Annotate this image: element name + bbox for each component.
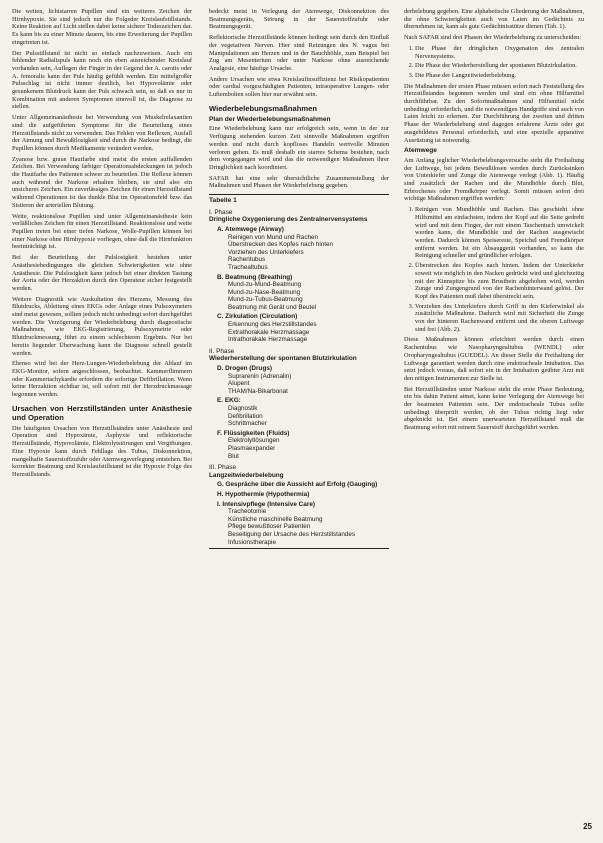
table-step-item: Mund-zu-Mund-Beatmung xyxy=(228,281,302,289)
column-left xyxy=(12,8,192,482)
table-step-item: Reinigen von Mund und Rachen xyxy=(228,233,318,241)
list-item: 2. Die Phase der Wiederherstellung der spontanen Blutzirkulation. xyxy=(415,62,584,70)
table-step xyxy=(209,481,389,489)
table-step-heading: C. Zirkulation (Circulation) xyxy=(217,313,298,321)
airway-measures-list xyxy=(404,206,584,333)
paragraph: Zyanose bzw. graue Hautfarbe sind meist die ersten auffallenden Zeichen. Bei Verwendung farbiger Operationsabdeckungen ist jedoch die Hautfarbe des Patienten schwer zu beurteilen. Die Reflexe können auch während der Narkose erhalten bleiben, sie sind also ein unsicheres Zeichen. Ein zuverlässiges Zeichen für einen Herzstillstand während Operationen ist das dunkle Blut im Operationsfeld bzw. das Sistieren der arteriellen Blutung. xyxy=(12,155,192,209)
list-item: 1. Reinigen von Mundhöhle und Rachen. Das geschieht ohne Hilfsmittel am einfachsten, indem der Kopf auf die Seite gedreht wird und mit dem Finger, der mit einem Taschentuch umwickelt werden kann, die Mundhöhle und der Rachen ausgewischt werden. Dadurch können Speisereste, Speichel und Fremdkörper entfernt werden. Ist ein Absauggerät vorhanden, so kann die Reinigung schneller und gründlicher erfolgen. xyxy=(415,206,584,260)
table-step-item: Beatmung mit Gerät und Beutel xyxy=(228,303,317,311)
table-step-item: Plasmaexpander xyxy=(228,444,276,452)
table-step-heading: D. Drogen (Drugs) xyxy=(217,365,273,373)
phase-2-name: Wiederherstellung der spontanen Blutzirkulation xyxy=(209,355,357,363)
table-step-item: Blut xyxy=(228,452,239,460)
table-safar-phases xyxy=(209,194,389,549)
paragraph: Bei der Beurteilung der Pulslosigkeit bestehen unter Anästhesiebedingungen die gleichen Schwierigkeiten wie ohne Anästhesie. Die Pulslosigkeit kann jedoch bei einer direkten Tastung der Aorta oder der Herzaktion durch den Operateur sicher festgestellt werden. xyxy=(12,254,192,292)
phase-list xyxy=(404,45,584,80)
paragraph: Unter Allgemeinanästhesie bei Verwendung von Muskelrelaxantien sind die aufgeführten Symptome für die Beurteilung eines Herzstillstands nicht zu verwenden. Das Fehlen von Reflexen, Ausfall der Atmung und Bewußtlosigkeit sind durch die Narkose bedingt, die Pupillen können durch Medikamente verändert werden. xyxy=(12,114,192,152)
paragraph: Die Maßnahmen der ersten Phase müssen sofort nach Feststellung des Herzstillstandes begonnen werden und sind ein ohne Hilfsmittel durchführbar. Zu den Sofortmaßnahmen sind Hilfsmittel nicht unbedingt erforderlich, und die notwendigen Handgriffe sind auch von Laien leicht zu erlernen. Zur Durchführung der zweiten und dritten Phase der Wiederbelebung sind dagegen erfahrene Ärzte oder gut ausgebildetes Personal erforderlich, und eine spezielle apparative Ausrüstung ist notwendig. xyxy=(404,82,584,144)
list-item: 3. Die Phase der Langzeitwiederbelebung. xyxy=(415,72,584,80)
paragraph: Eine Wiederbelebung kann nur erfolgreich sein, wenn in der zur Verfügung stehenden kurzen Zeit sinnvolle Maßnahmen ergriffen werden und nicht durch kopfloses Handeln wertvolle Minuten verloren gehen. Es muß deshalb ein starres Schema bestehen, nach dem vorgegangen wird und das die notwendigen Maßnahmen ihrer Dringlichkeit nach koordiniert. xyxy=(209,125,389,171)
subheading-atemwege: Atemwege xyxy=(404,147,437,155)
phase-2-steps xyxy=(209,365,389,460)
table-step-heading: B. Beatmung (Breathing) xyxy=(217,273,293,281)
table-step-heading: A. Atemwege (Airway) xyxy=(217,225,284,233)
table-step-item: Extrathorakale Herzmassage xyxy=(228,328,310,336)
table-step-item: Defibrillation xyxy=(228,412,263,420)
list-item: 1. Die Phase der dringlichen Oxygenation des zentralen Nervensystems. xyxy=(415,45,584,60)
paragraph: Ebenso wird bei der Herz-Lungen-Wiederbelebung der Ablauf im EKG-Monitor, sofern angeschlossen, beobachtet. Kammerflimmern oder Kammertachykardie erfordern die sofortige Defibrillation. Wenn keine Herzaktion sichtbar ist, soll sofort mit der Herzdruckmassage begonnen werden. xyxy=(12,360,192,399)
table-step xyxy=(209,430,389,460)
paragraph: Die häufigsten Ursachen von Herzstillständen unter Anästhesie und Operation sind Hypoxämie, Asphyxie und reflektorische Herzstillstände, Hypovolämie, Elektrolytstörungen und Vergiftungen. Eine Hypoxie kann durch Fehllage des Tubus, Diskonnektion, mangelhafte Sauerstoffzufuhr oder Atemwegsverlegung entstehen. Bei korrekter Beatmung und Kreislaufstillstand ist die Hypoxie Folge des Herzstillstands. xyxy=(12,424,192,478)
paragraph: Bei Herzstillständen unter Narkose steht die erste Phase Bedeutung, ein bis dahin Patient atmet, kann keine Verlegung der Atemwege bei der beatmeten Patienten sein. Der endotracheale Tubus sollte unbedingt überprüft werden, ob der Tubus richtig liegt oder abgeknickt ist. Bei einem unerwarteten Herzstillstand muß die Beatmung sofort mit reinem Sauerstoff durchgeführt werden. xyxy=(404,385,584,432)
paragraph: Weitere Diagnostik wie Auskultation des Herzens, Messung des Blutdrucks, Ableitung eines EKGs oder Anlage eines Pulsoxymeters sind meist gewesen, sollten jedoch nicht unbedingt sofort durchgeführt werden. Die Verzögerung der Wiederbelebung durch diagnostische Maßnahmen, wie EKG-Registrierung, Pulsoxymetrie oder Blutdruckmessung, führt zu einem schlechteren Ergebnis. Nur bei bereits liegender Überwachung kann die Diagnose schnell gestellt werden. xyxy=(12,295,192,357)
table-step-item: Schrittmacher xyxy=(228,420,267,428)
phase-2-number: II. Phase xyxy=(209,347,235,355)
column-right xyxy=(404,8,584,435)
paragraph: bedeckt meist in Verlegung der Atemwege, Diskonnektion des Beatmungsgeräts, Störung in der Sauerstoffzufuhr oder Beatmungsgerät. xyxy=(209,8,389,31)
phase-1 xyxy=(209,209,389,224)
table-step-heading: I. Intensivpflege (Intensive Care) xyxy=(217,500,316,508)
table-step-item: Künstliche maschinelle Beatmung xyxy=(228,515,323,523)
column-middle xyxy=(209,8,389,553)
paragraph: Nach SAFAR sind drei Phasen der Wiederbelebung zu unterscheiden: xyxy=(404,34,582,42)
table-step-item: Mund-zu-Nase-Beatmung xyxy=(228,288,301,296)
table-step xyxy=(209,226,389,272)
table-title: Tabelle 1 xyxy=(209,197,237,205)
paragraph: Der Pulsstillstand ist nicht so einfach nachzuweisen. Auch ein fehlender Radialispuls kann noch ein eben ausreichender Kreislauf vorhanden sein, Auflegen der Finger in der Gegend der A. carotis oder A. femoralis kann der Puls häufig gefühlt werden. Ein mittelgroßer Pulsschlag ist nicht immer deutlich, bei Hypovolämie oder gesunkenem Blutdruck kann der Puls schwach sein, so daß es nur in Kombination mit anderen Symptomen sinnvoll ist, die Diagnose zu stellen. xyxy=(12,49,192,111)
table-step-item: Diagnostik xyxy=(228,405,258,413)
phase-2 xyxy=(209,348,389,363)
table-step-item: Tracheotomie xyxy=(228,508,267,516)
list-item: 2. Überstrecken des Kopfes nach hinten. Indem der Unterkiefer soweit wie möglich in den Nacken gedrückt wird und gleichzeitig mit der Kinnspitze bis zum Brustbein abgehoben wird, werden Zunge und Zungengrund von der Rachenhinterwand gelöst. Der Kopf des Patienten muß dabei überstreckt sein. xyxy=(415,262,584,301)
table-step xyxy=(209,365,389,395)
table-step-item: Rachentubus xyxy=(228,256,266,264)
paragraph: Reflektorische Herzstillstände können bedingt sein durch den Einfluß der vegetativen Nerven. Hier sind Reizungen des N. vagus bei Manipulationen am Herzen und in der Bauchhöhle, zum Beispiel bei Zug am Mesenterium oder unter Narkose ohne ausreichende Analgesie, eine häufige Ursache. xyxy=(209,34,389,72)
paragraph: Diese Maßnahmen können erleichtert werden durch einen Rachentubus wie Nasopharyngealtubus (WENDL) oder Oropharyngealtubus (GUEDEL). An dieser Stelle die Freihaltung der Luftwege garantiert werden durch eine endotracheale Intubation. Das setzt jedoch voraus, daß sofort ein in der Intubation geübter Arzt mit den nötigen Instrumenten zur Stelle ist. xyxy=(404,336,584,382)
list-item: 3. Vorziehen des Unterkiefers durch Griff in den Kieferwinkel als zusätzliche Maßnahme. Dadurch wird mit Sicherheit die Zunge von der hinteren Rachenwand entfernt und die oberen Luftwege sind frei (Abb. 2). xyxy=(415,303,584,334)
table-step-item: Erkennung des Herzstillstandes xyxy=(228,321,317,329)
phase-1-steps xyxy=(209,226,389,344)
table-step xyxy=(209,491,389,499)
table-step-heading: G. Gespräche über die Aussicht auf Erfolg (Gauging) xyxy=(217,481,378,489)
table-step-heading: F. Flüssigkeiten (Fluids) xyxy=(217,429,290,437)
paragraph: Weite, reaktionslose Pupillen sind unter Allgemeinanästhesie kein verläßliches Zeichen für einen Herzstillstand. Reaktionslose und weite Pupillen treten bei einer tiefen Narkose, Wolle-Pupillen können bei einer Narkose ohne Hirnhypoxie vorliegen, ohne daß die Hirnfunktion beeinträchtigt ist. xyxy=(12,212,192,251)
phase-1-name: Dringliche Oxygenierung des Zentralnervensystems xyxy=(209,216,368,224)
phase-3-name: Langzeitwiederbelebung xyxy=(209,471,284,479)
table-step xyxy=(209,313,389,343)
table-step-item: Alupent xyxy=(228,380,250,388)
table-step-item: Suprarenin (Adrenalin) xyxy=(228,372,292,380)
table-step-heading: E. EKG: xyxy=(217,397,241,405)
table-step-item: THAM/Na-Bikarbonat xyxy=(228,387,288,395)
table-step-item: Elektrolytlösungen xyxy=(228,437,280,445)
table-step-heading: H. Hypothermie (Hypothermia) xyxy=(217,490,310,498)
page-number: 25 xyxy=(583,822,592,831)
phase-3-number: III. Phase xyxy=(209,464,236,472)
subheading-plan: Plan der Wiederbelebungsmaßnahmen xyxy=(209,115,331,123)
table-step-item: Beseitigung der Ursache des Herzstillstandes xyxy=(228,530,356,538)
table-step-item: Vorziehen des Unterkiefers xyxy=(228,248,304,256)
section-heading-ursachen: Ursachen von Herzstillständen unter Anästhesie und Operation xyxy=(12,403,192,422)
table-step xyxy=(209,397,389,427)
paragraph: derbelebung gegeben. Eine alphabetische Gliederung der Maßnahmen, die ohne Schwierigkeiten auch von Laien im Gedächtnis zu übernehmen ist, kann als gute Gedächtnisstütze dienen (Tab. 1). xyxy=(404,8,584,31)
phase-1-number: I. Phase xyxy=(209,208,233,216)
table-step-item: Pflege bewußtloser Patienten xyxy=(228,523,311,531)
table-step-item: Intrathorakale Herzmassage xyxy=(228,336,308,344)
table-step-item: Trachealtubus xyxy=(228,263,268,271)
table-step xyxy=(209,274,389,312)
paragraph: Am Anfang jeglicher Wiederbelebungsversuche steht die Freihaltung der Luftwege, bei jedem Bewußtlosen werden durch Zurücksinken von Unterkiefer und Zunge die Atemwege verlegt (Abb. 1). Häufig sind zusätzlich der Rachen und die Mundhöhle durch Blut, Erbrochenes oder Fremdkörper verlegt. Somit müssen sofort drei wichtige Maßnahmen ergriffen werden: xyxy=(404,156,584,203)
table-step-item: Überstrecken des Kopfes nach hinten xyxy=(228,241,334,249)
paragraph: Andere Ursachen wie etwa Kreislaufinsuffizienz bei Risikopatienten oder cardial vorgeschädigten Patienten, intraoperative Lungen- oder Luftembolien sollen hier nur erwähnt sein. xyxy=(209,75,389,99)
phase-3 xyxy=(209,464,389,479)
phase-3-steps xyxy=(209,481,389,546)
table-step xyxy=(209,501,389,547)
paragraph: SAFAR hat eine sehr übersichtliche Zusammenstellung der Maßnahmen und Phasen der Wiederbelebung gegeben. xyxy=(209,174,389,190)
table-step-item: Mund-zu-Tubus-Beatmung xyxy=(228,296,303,304)
paragraph: Die weiten, lichtstarren Pupillen sind ein weiteres Zeichen der Hirnhypoxie. Sie sind jedoch nur die Folgeder Kreislaufstillstands. Keine Reaktion auf Licht stellen dabei keine sichere Todeszeichen dar. Es kann bis zu einer Minute dauern, bis eine Erweiterung der Pupillen eingetreten ist. xyxy=(12,8,192,46)
section-heading-massnahmen: Wiederbelebungsmaßnahmen xyxy=(209,103,317,113)
table-step-item: Infusionstherapie xyxy=(228,538,276,546)
